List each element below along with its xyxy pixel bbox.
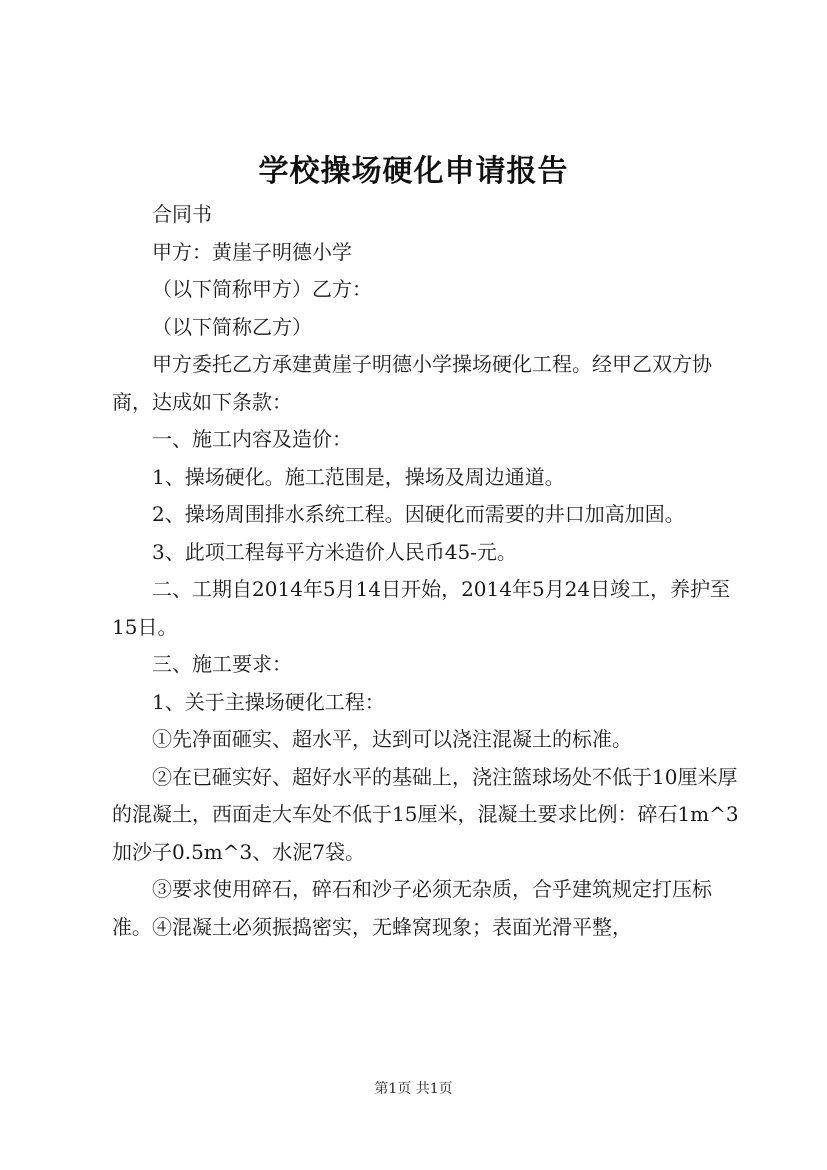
paragraph: 二、工期自2014年5月14日开始，2014年5月24日竣工，养护至15日。 bbox=[112, 577, 731, 639]
document-body bbox=[112, 196, 742, 946]
document-title: 学校操场硬化申请报告 bbox=[258, 154, 569, 189]
paragraph: 甲方委托乙方承建黄崖子明德小学操场硬化工程。经甲乙双方协商，达成如下条款： bbox=[112, 352, 712, 414]
paragraph: 一、施工内容及造价： bbox=[152, 427, 352, 451]
paragraph: 甲方：黄崖子明德小学 bbox=[152, 239, 352, 264]
paragraph: 1、关于主操场硬化工程： bbox=[152, 689, 385, 714]
paragraph: 3、此项工程每平方米造价人民币45-元。 bbox=[152, 539, 517, 564]
paragraph: 1、操场硬化。施工范围是，操场及周边通道。 bbox=[152, 464, 565, 489]
paragraph: （以下简称甲方）乙方： bbox=[152, 277, 372, 301]
paragraph: ③要求使用碎石，碎石和沙子必须无杂质，合乎建筑规定打压标准。④混凝土必须振捣密实，无蜂窝现象；表面光滑平整， bbox=[112, 877, 712, 939]
paragraph: 三、施工要求： bbox=[152, 652, 292, 676]
paragraph: （以下简称乙方） bbox=[152, 314, 312, 339]
paragraph: ①先净面砸实、超水平，达到可以浇注混凝土的标准。 bbox=[152, 727, 632, 751]
paragraph: 2、操场周围排水系统工程。因硬化而需要的井口加高加固。 bbox=[152, 502, 685, 526]
page-footer: 第1页 共1页 bbox=[374, 1081, 453, 1097]
paragraph: ②在已砸实好、超好水平的基础上，浇注篮球场处不低于10厘米厚的混凝土，西面走大车处不低于15厘米，混凝土要求比例：碎石1m^3加沙子0.5m^3、水泥7袋。 bbox=[112, 764, 739, 864]
paragraph: 合同书 bbox=[152, 202, 212, 226]
